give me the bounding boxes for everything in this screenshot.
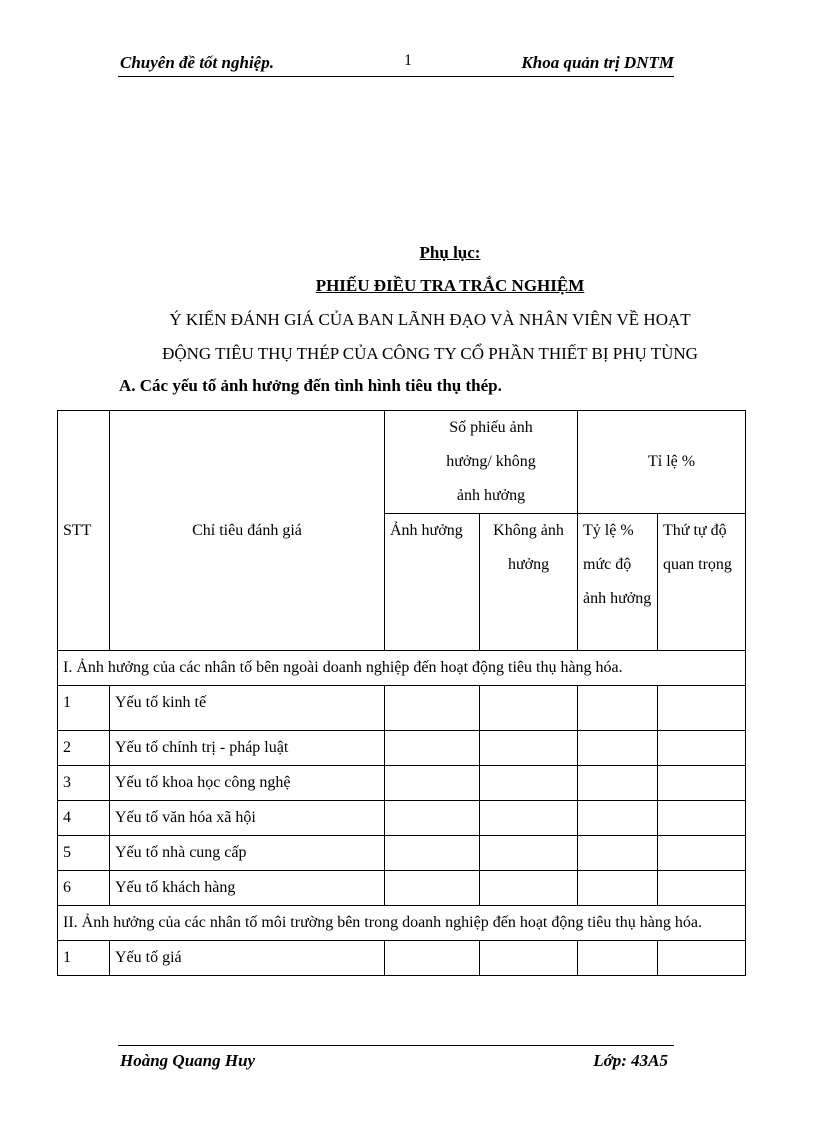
cell-rank xyxy=(658,941,746,976)
section-2-label: II. Ảnh hưởng của các nhân tố môi trường bên trong doanh nghiệp đến hoạt động tiêu thụ hàng hóa. xyxy=(58,906,746,941)
header-ratio-level: Tỷ lệ % mức độ ảnh hưởng xyxy=(578,514,658,651)
survey-subtitle-line1: Ý KIẾN ĐÁNH GIÁ CỦA BAN LÃNH ĐẠO VÀ NHÂN VIÊN VỀ HOẠT xyxy=(169,310,691,329)
cell-rank xyxy=(658,836,746,871)
row-criteria: Yếu tố chính trị - pháp luật xyxy=(110,731,385,766)
cell-affect xyxy=(385,731,480,766)
cell-ratio xyxy=(578,871,658,906)
row-stt: 1 xyxy=(58,941,110,976)
footer-class: Lớp: 43A5 xyxy=(593,1051,668,1070)
header-stt: STT xyxy=(58,411,110,651)
cell-ratio xyxy=(578,731,658,766)
header-ratio-group: Tỉ lệ % xyxy=(578,411,746,514)
cell-ratio xyxy=(578,686,658,731)
table-row xyxy=(58,766,746,801)
cell-rank xyxy=(658,801,746,836)
cell-affect xyxy=(385,836,480,871)
cell-ratio xyxy=(578,941,658,976)
cell-rank xyxy=(658,686,746,731)
cell-rank xyxy=(658,871,746,906)
row-criteria: Yếu tố khoa học công nghệ xyxy=(110,766,385,801)
cell-not-affect xyxy=(480,871,578,906)
cell-affect xyxy=(385,941,480,976)
cell-affect xyxy=(385,766,480,801)
cell-rank xyxy=(658,731,746,766)
row-stt: 5 xyxy=(58,836,110,871)
cell-ratio xyxy=(578,801,658,836)
table-header-row xyxy=(58,411,746,514)
cell-ratio xyxy=(578,836,658,871)
row-stt: 1 xyxy=(58,686,110,731)
table-row xyxy=(58,836,746,871)
table-row xyxy=(58,801,746,836)
row-stt: 3 xyxy=(58,766,110,801)
header-affect: Ảnh hưởng xyxy=(385,514,480,651)
cell-not-affect xyxy=(480,731,578,766)
section-row xyxy=(58,651,746,686)
row-stt: 2 xyxy=(58,731,110,766)
header-right-text: Khoa quản trị DNTM xyxy=(521,53,674,72)
row-criteria: Yếu tố nhà cung cấp xyxy=(110,836,385,871)
cell-affect xyxy=(385,871,480,906)
survey-table xyxy=(57,410,746,976)
row-stt: 6 xyxy=(58,871,110,906)
header-left-text: Chuyên đề tốt nghiệp. xyxy=(120,53,274,72)
table-row xyxy=(58,686,746,731)
table-row xyxy=(58,941,746,976)
row-criteria: Yếu tố văn hóa xã hội xyxy=(110,801,385,836)
row-criteria: Yếu tố khách hàng xyxy=(110,871,385,906)
row-criteria: Yếu tố kinh tế xyxy=(110,686,385,731)
cell-not-affect xyxy=(480,801,578,836)
page-number: 1 xyxy=(404,52,412,69)
cell-affect xyxy=(385,686,480,731)
cell-affect xyxy=(385,801,480,836)
page-header xyxy=(118,52,674,77)
cell-not-affect xyxy=(480,836,578,871)
cell-rank xyxy=(658,766,746,801)
header-votes-group: Số phiếu ảnh hưởng/ không ảnh hưởng xyxy=(385,411,578,514)
page-footer xyxy=(118,1045,674,1070)
cell-not-affect xyxy=(480,941,578,976)
section-heading: A. Các yếu tố ảnh hưởng đến tình hình tiêu thụ thép. xyxy=(119,376,502,395)
appendix-title: Phụ lục: xyxy=(419,243,481,262)
cell-ratio xyxy=(578,766,658,801)
row-stt: 4 xyxy=(58,801,110,836)
table-row xyxy=(58,731,746,766)
survey-title: PHIẾU ĐIỀU TRA TRẮC NGHIỆM xyxy=(315,276,585,295)
survey-subtitle-line2: ĐỘNG TIÊU THỤ THÉP CỦA CÔNG TY CỔ PHẦN THIẾT BỊ PHỤ TÙNG xyxy=(162,344,698,363)
cell-not-affect xyxy=(480,766,578,801)
header-criteria: Chỉ tiêu đánh giá xyxy=(110,411,385,651)
header-not-affect: Không ảnh hưởng xyxy=(480,514,578,651)
cell-not-affect xyxy=(480,686,578,731)
footer-author: Hoàng Quang Huy xyxy=(120,1051,256,1070)
section-1-label: I. Ảnh hưởng của các nhân tố bên ngoài doanh nghiệp đến hoạt động tiêu thụ hàng hóa. xyxy=(58,651,746,686)
table-row xyxy=(58,871,746,906)
row-criteria: Yếu tố giá xyxy=(110,941,385,976)
header-rank: Thứ tự độ quan trọng xyxy=(658,514,746,651)
section-row xyxy=(58,906,746,941)
